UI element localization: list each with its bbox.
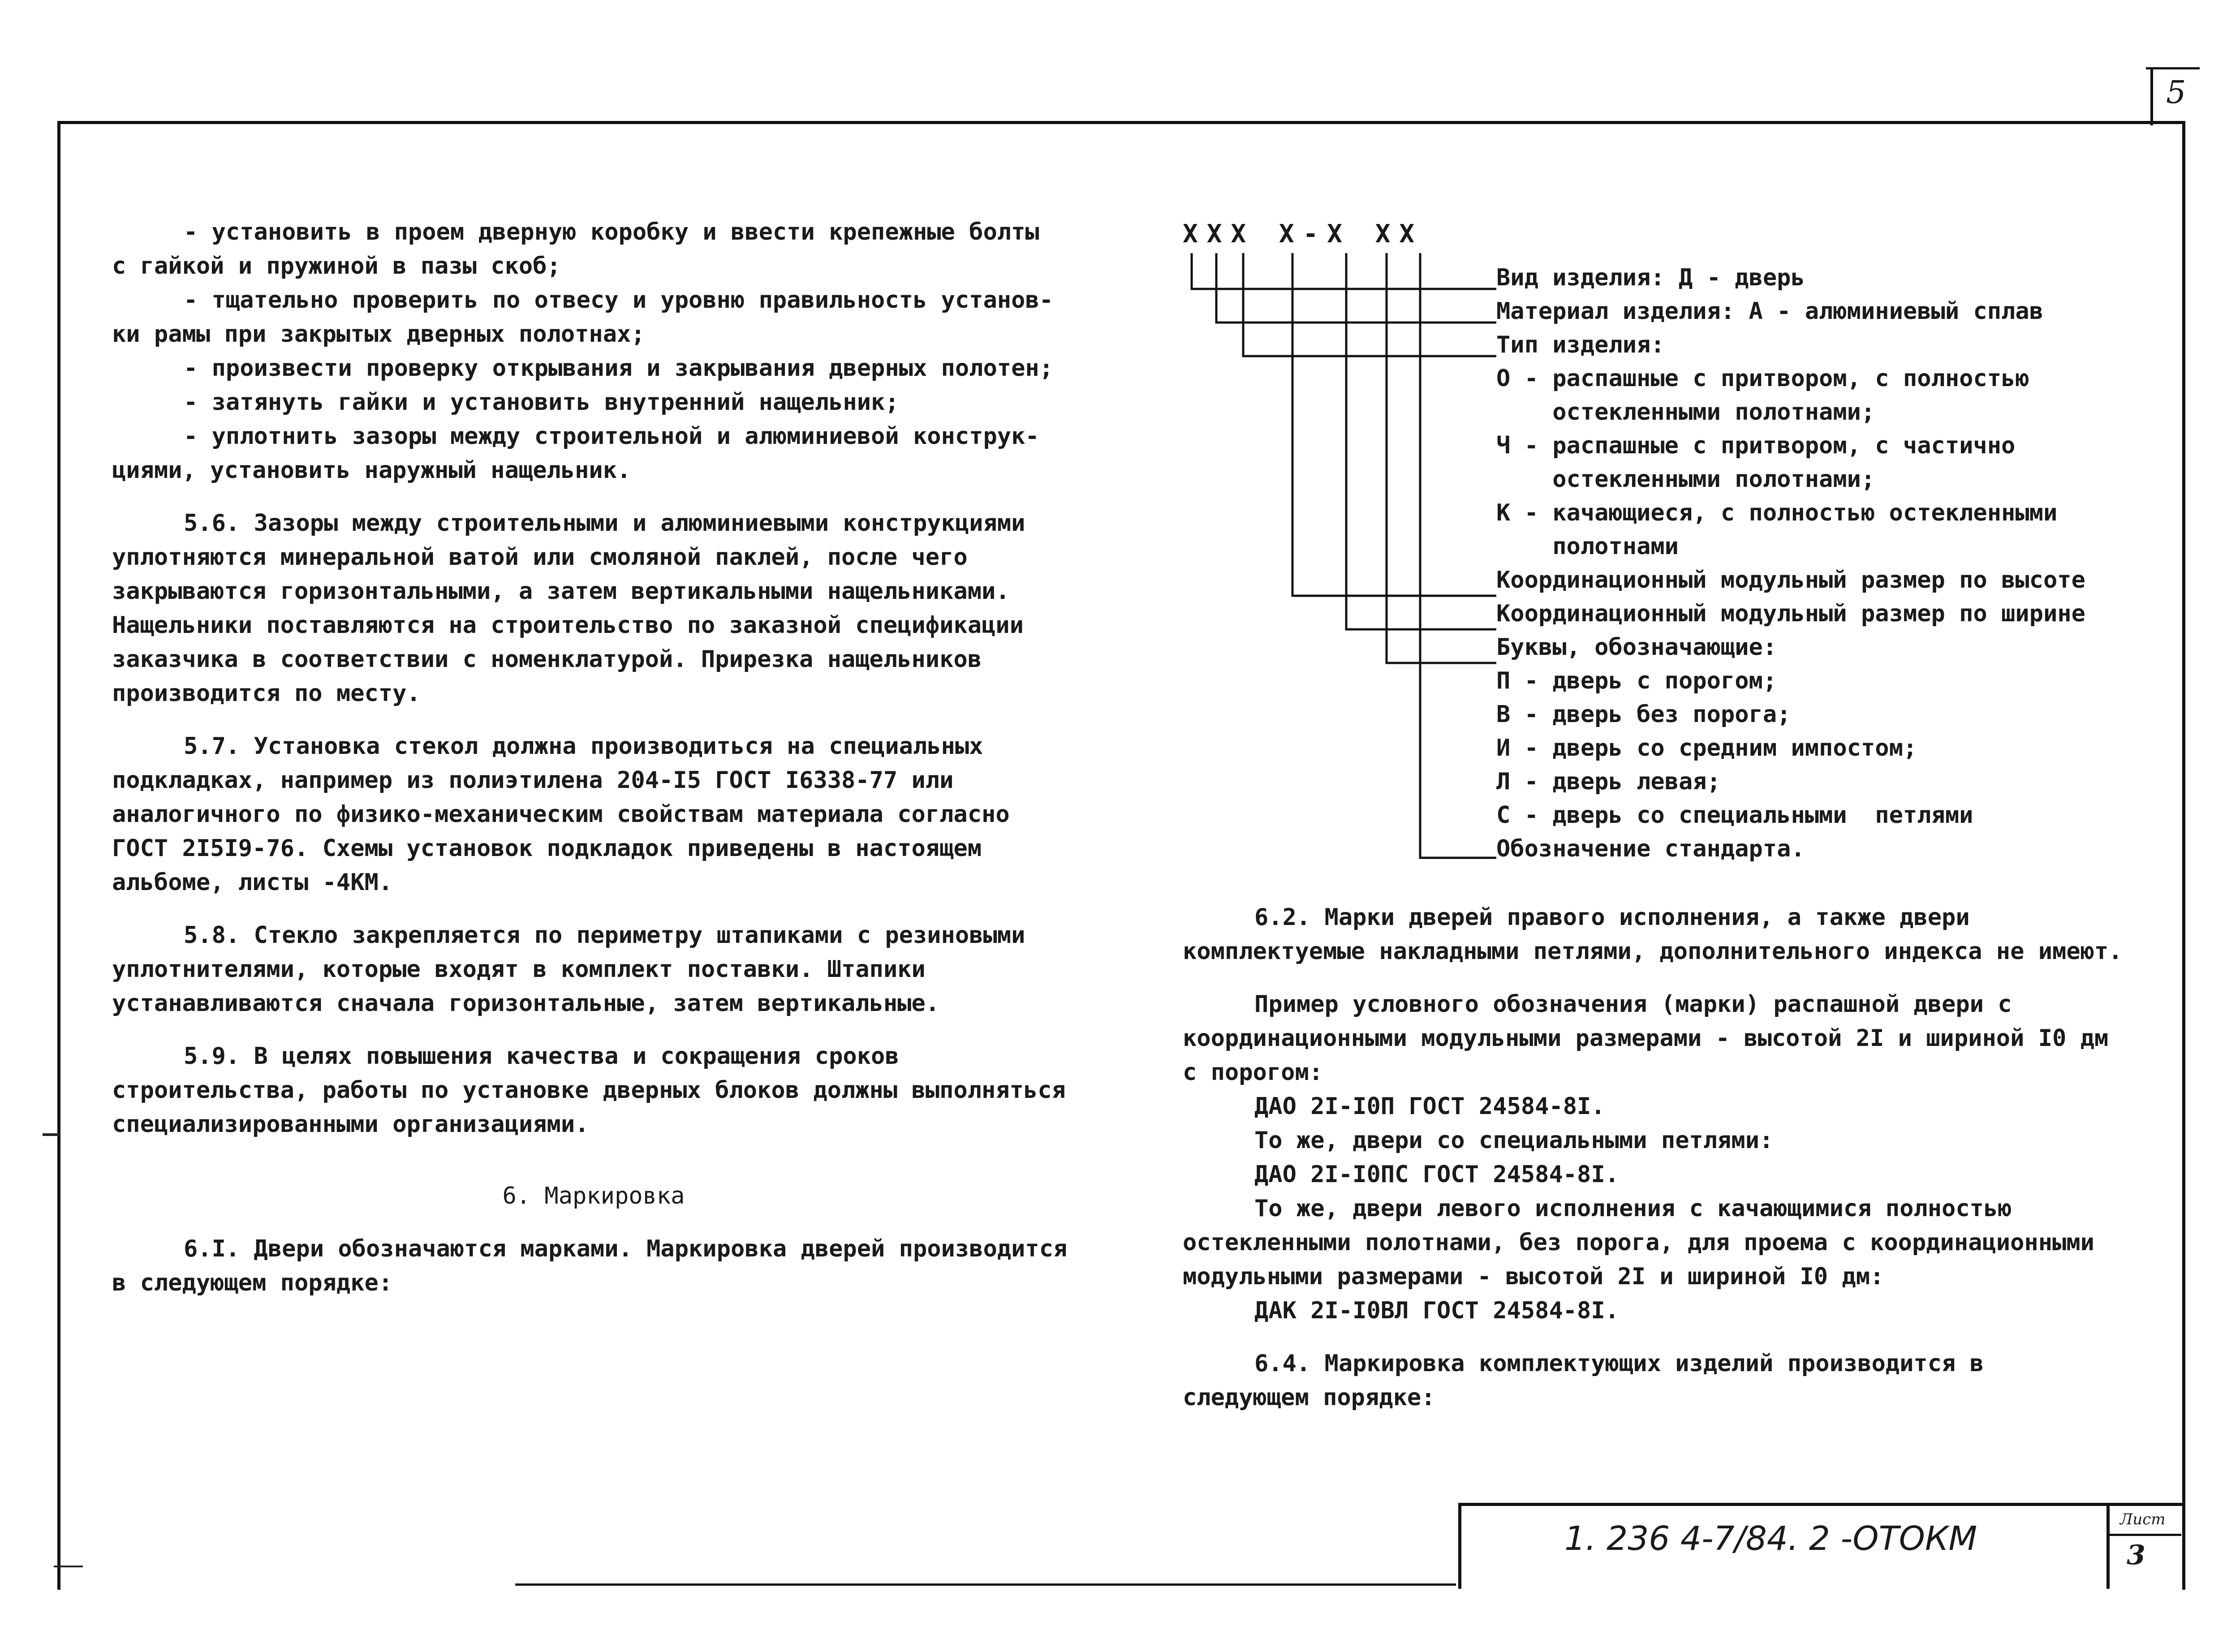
scheme-label: Координационный модульный размер по высоте — [1496, 567, 2085, 594]
section-5-7: 5.7. Установка стекол должна производиться на специальных подкладках, например из полиэтилена 204-I5 ГОСТ I6338-77 или аналогичного по физико-механическим свойствам материала согласно ГОСТ 2I5I9-76. Схемы установок подкладок приведены в настоящем альбоме, листы -4КМ. — [112, 733, 1010, 896]
scheme-label: Материал изделия: А - алюминиевый сплав — [1496, 298, 2043, 325]
example-mark-1: ДАО 2I-I0П ГОСТ 24584-8I. — [1254, 1093, 1605, 1120]
section-5-8: 5.8. Стекло закрепляется по периметру штапиками с резиновыми уплотнителями, которые входят в комплект поставки. Штапики устанавливаются сначала горизонтальные, затем вертикальные. — [112, 922, 1025, 1017]
list-item: с гайкой и пружиной в пазы скоб; — [112, 253, 561, 280]
list-item: циями, установить наружный нащельник. — [112, 457, 631, 484]
scheme-lines — [1183, 219, 1505, 891]
corner-vertical-line — [2150, 67, 2153, 125]
scheme-label: Ч - распашные с притвором, с частично — [1496, 432, 2016, 459]
right-column — [1183, 900, 2124, 1415]
scheme-label: Буквы, обозначающие: — [1496, 634, 1777, 661]
list-item: - тщательно проверить по отвесу и уровню правильность установ- — [184, 287, 1054, 314]
sheet-number: 3 — [2127, 1540, 2145, 1571]
section-6-2: 6.2. Марки дверей правого исполнения, а также двери комплектуемые накладными петлями, дополнительного индекса не имеют. — [1183, 904, 2123, 965]
title-block-midline — [2110, 1534, 2181, 1536]
list-item: ки рамы при закрытых дверных полотнах; — [112, 321, 645, 348]
scheme-label: Тип изделия: — [1496, 331, 1665, 358]
scheme-label: Л - дверь левая; — [1496, 768, 1721, 795]
scheme-label: остекленными полотнами; — [1496, 466, 1875, 493]
list-item: - установить в проем дверную коробку и ввести крепежные болты — [184, 219, 1039, 245]
scheme-label: П - дверь с порогом; — [1496, 667, 1777, 694]
scheme-label: Вид изделия: Д - дверь — [1496, 264, 1805, 291]
title-block-separator — [2106, 1506, 2110, 1589]
bottom-line — [515, 1583, 1456, 1586]
example-intro: Пример условного обозначения (марки) распашной двери с координационными модульными размерами - высотой 2I и шириной I0 дм с порогом: — [1183, 991, 2109, 1086]
list-item: - затянуть гайки и установить внутренний нащельник; — [184, 389, 899, 416]
scheme-label: К - качающиеся, с полностью остекленными — [1496, 499, 2058, 526]
section-5-6: 5.6. Зазоры между строительными и алюминиевыми конструкциями уплотняются минеральной ватой или смоляной паклей, после чего закрываются горизонтальными, а затем вертикальными нащельниками. Нащельники поставляются на строительство по заказной спецификации заказчика в соответствии с номенклатурой. Прирезка нащельников производится по месту. — [112, 510, 1025, 707]
list-item: - произвести проверку открывания и закрывания дверных полотен; — [184, 355, 1054, 382]
marking-scheme — [1183, 219, 2191, 891]
example-mark-3: ДАК 2I-I0ВЛ ГОСТ 24584-8I. — [1254, 1297, 1619, 1324]
scheme-label: полотнами — [1496, 533, 1679, 560]
section-5-9: 5.9. В целях повышения качества и сокращения сроков строительства, работы по установке дверных блоков должны выполняться специализированными организациями. — [112, 1043, 1066, 1138]
scheme-label: С - дверь со специальными петлями — [1496, 802, 1973, 829]
page-number: 5 — [2166, 74, 2186, 111]
same-left-swing: То же, двери левого исполнения с качающимися полностью остекленными полотнами, без порога, для проема с координационными модульными размерами - высотой 2I и шириной I0 дм: — [1183, 1195, 2094, 1290]
section-6-1: 6.I. Двери обозначаются марками. Маркировка дверей производится в следующем порядке: — [112, 1235, 1068, 1296]
scheme-code: XXX X-X XX — [1183, 219, 1424, 249]
corner-horizontal-line — [2146, 67, 2200, 69]
title-block — [1458, 1503, 2183, 1589]
margin-tick — [43, 1133, 60, 1136]
section-6-4: 6.4. Маркировка комплектующих изделий производится в следующем порядке: — [1183, 1350, 1984, 1411]
list-item: - уплотнить зазоры между строительной и алюминиевой конструк- — [184, 423, 1039, 450]
scheme-label: Обозначение стандарта. — [1496, 835, 1805, 862]
scheme-label: О - распашные с притвором, с полностью — [1496, 365, 2029, 392]
example-mark-2: ДАО 2I-I0ПС ГОСТ 24584-8I. — [1254, 1161, 1619, 1188]
scheme-label: остекленными полотнами; — [1496, 399, 1875, 426]
sheet-label: Лист — [2120, 1510, 2166, 1528]
scheme-label: И - дверь со средним импостом; — [1496, 735, 1917, 761]
document-code: 1. 236 4-7/84. 2 -ОТОКМ — [1564, 1519, 1977, 1558]
scheme-label: В - дверь без порога; — [1496, 701, 1791, 728]
scheme-label: Координационный модульный размер по ширине — [1496, 600, 2085, 627]
section-6-heading: 6. Маркировка — [502, 1183, 685, 1209]
margin-tick — [54, 1566, 83, 1567]
same-with-hinges: То же, двери со специальными петлями: — [1254, 1127, 1774, 1154]
left-column — [112, 215, 1075, 1300]
